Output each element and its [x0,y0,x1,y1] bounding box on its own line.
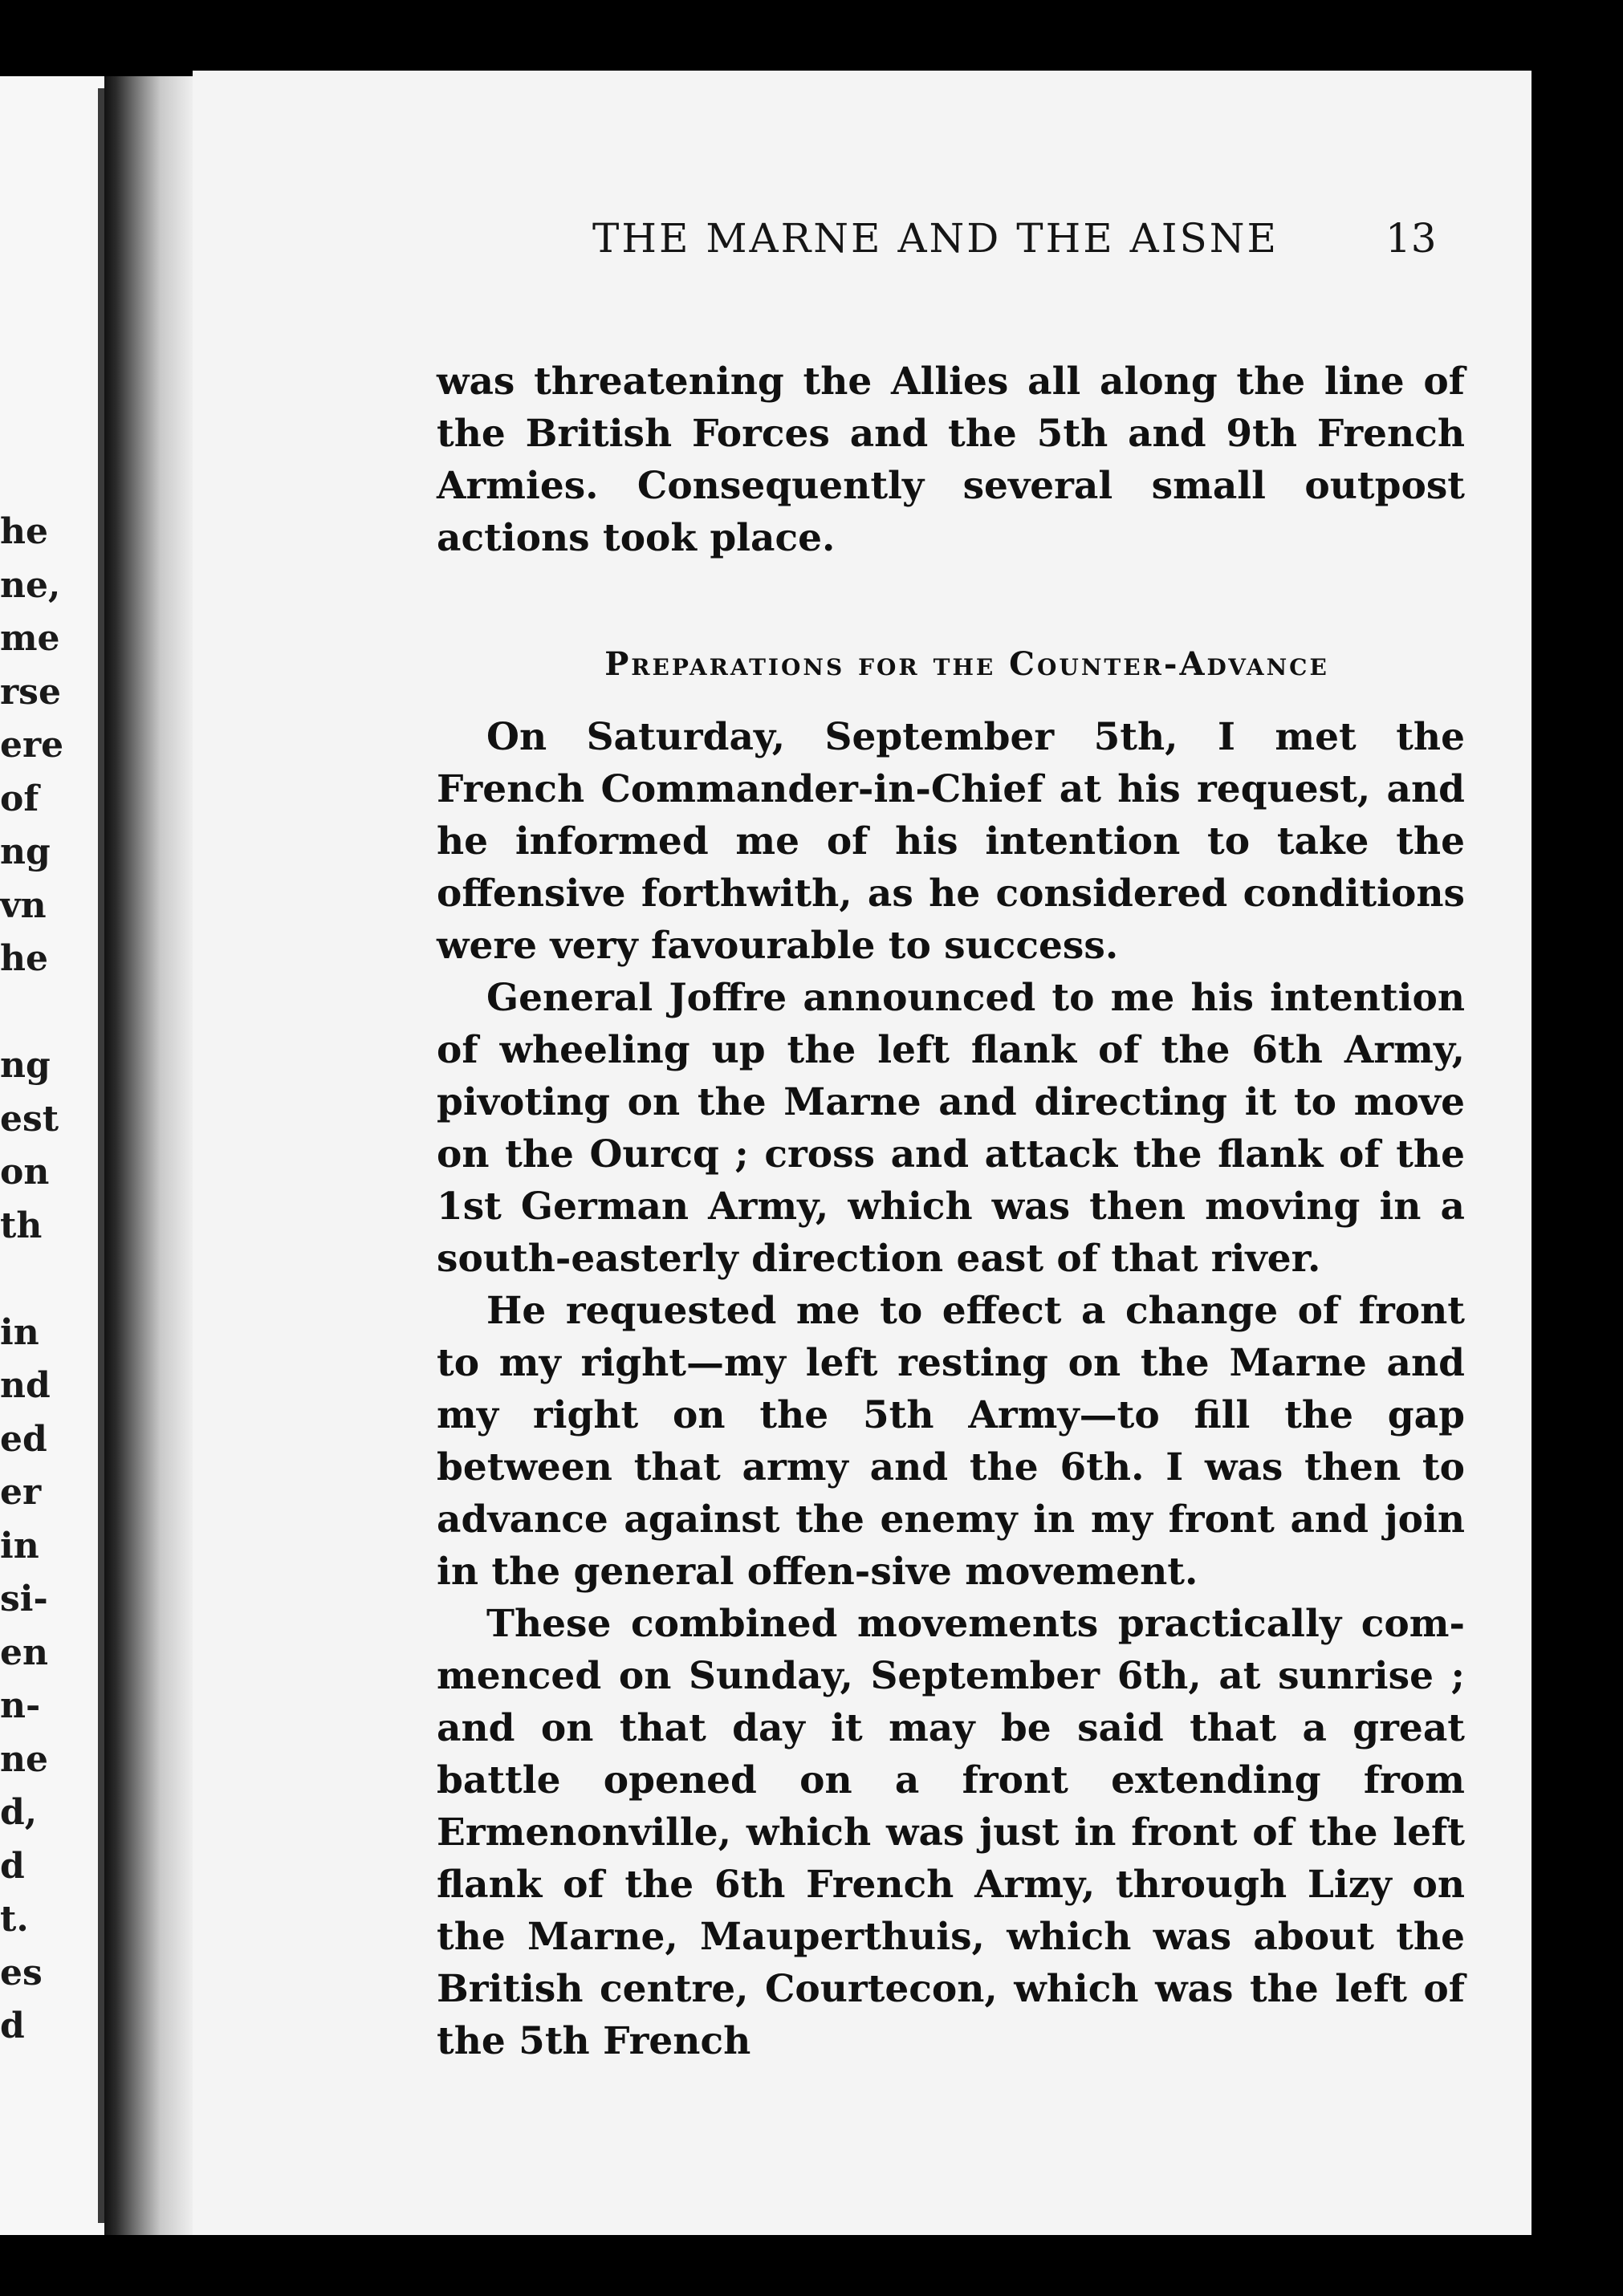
paragraph: General Joffre announced to me his intention of wheeling up the left flank of the 6th Army, pivoting on the Marne and directing it to move on the Ourcq ; cross and attack the flank of the 1st German Army, which was then moving in a south-easterly direction east of that river. [437,976,1465,1281]
left-page-line-fragment: ere [0,725,64,766]
left-page-line-fragment: me [0,618,60,659]
left-page-line-fragment: in [0,1311,39,1353]
left-page-line-fragment: en [0,1632,48,1673]
left-page-line-fragment: ed [0,1418,47,1460]
paragraph: These combined movements practically com-menced on Sunday, September 6th, at sunrise ; and on that day it may be said that a great battle opened on a front extending from Ermenonville, which was just in front of the left flank of the 6th French Army, through Lizy on the Marne, Mauperthuis, which was about the British centre, Courtecon, which was the left of the 5th French [437,1602,1465,2063]
book-gutter-edge [98,88,104,2223]
left-page-line-fragment: d [0,1845,25,1887]
page-body [437,356,1465,2067]
left-page-text-fragments [0,506,64,2054]
left-page-line-fragment: of [0,778,39,819]
left-page-line-fragment: he [0,511,48,552]
left-page-line-fragment: ng [0,831,51,872]
left-page-line-fragment: vn [0,884,47,926]
left-page-line-fragment: t. [0,1899,29,1940]
left-page-line-fragment: ne, [0,564,61,606]
left-page-line-fragment: ng [0,1045,51,1086]
left-page-line-fragment: d, [0,1792,38,1833]
left-page-line-fragment: ne [0,1738,48,1780]
paragraph-continuation: was threatening the Allies all along the line of the British Forces and the 5th and 9th French Armies. Consequently several small outpost actions took place. [437,360,1465,560]
left-page-line-fragment: d [0,2005,25,2046]
left-page-line-fragment: es [0,1952,43,1993]
left-page-line-fragment: he [0,938,48,979]
section-heading: Preparations for the Counter-Advance [604,645,1329,683]
paragraph: On Saturday, September 5th, I met the French Commander-in-Chief at his request, and he informed me of his intention to take the offensive forthwith, as he considered conditions were very favourable to success. [437,715,1465,968]
left-page-line-fragment: nd [0,1365,51,1406]
book-gutter-shadow [104,76,193,2235]
left-page-line-fragment: n- [0,1685,41,1726]
left-page-line-fragment: on [0,1152,50,1193]
left-page-line-fragment: in [0,1525,39,1567]
left-page-line-fragment: th [0,1205,43,1246]
running-title: THE MARNE AND THE AISNE [592,215,1279,262]
left-page-line-fragment: er [0,1472,42,1513]
book-page [193,71,1531,2235]
left-page-line-fragment: rse [0,671,61,713]
paragraph: He requested me to effect a change of front to my right—my left resting on the Marne and my right on the 5th Army—to fill the gap between that army and the 6th. I was then to advance against the enemy in my front and join in the general offen-sive movement. [437,1289,1465,1594]
left-page-line-fragment: est [0,1098,59,1140]
left-page-line-fragment: si- [0,1579,48,1619]
page-number: 13 [1385,215,1437,262]
